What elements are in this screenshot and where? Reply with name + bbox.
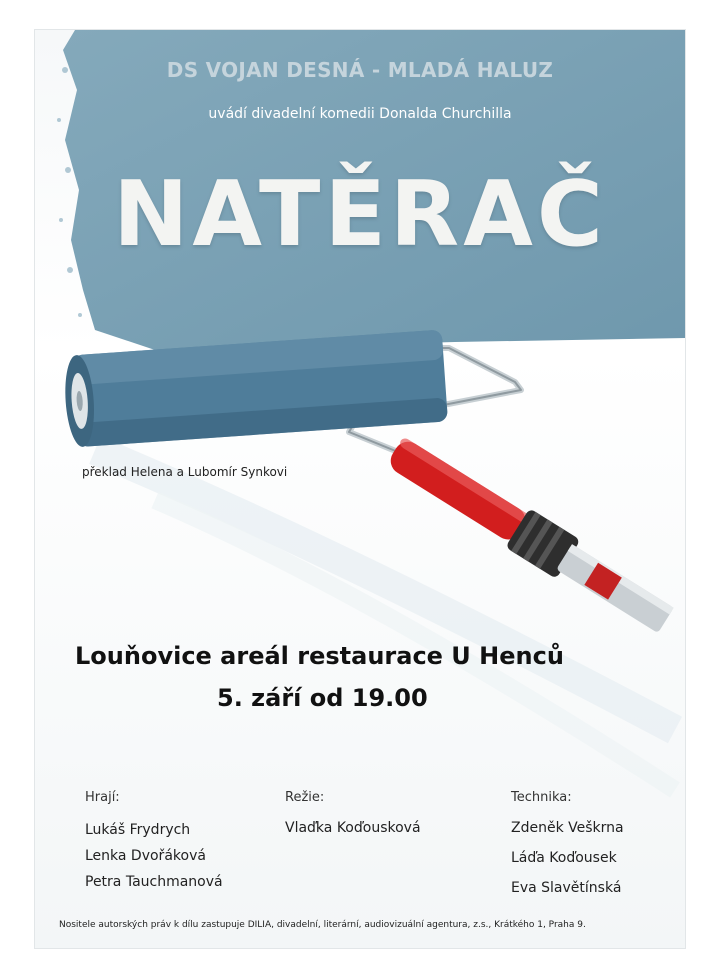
company-name: DS VOJAN DESNÁ - MLADÁ HALUZ — [166, 58, 554, 82]
technician-name: Zdeněk Veškrna — [511, 820, 624, 836]
direction-heading: Režie: — [285, 790, 325, 805]
director-name: Vlaďka Koďousková — [285, 820, 421, 836]
technician-name: Láďa Koďousek — [511, 850, 617, 866]
translation-credit: překlad Helena a Lubomír Synkovi — [82, 465, 288, 479]
technician-name: Eva Slavětínská — [511, 880, 622, 896]
cast-name: Petra Tauchmanová — [85, 874, 223, 890]
venue-line: Louňovice areál restaurace U Henců — [75, 642, 564, 670]
date-time: 5. září od 19.00 — [217, 684, 428, 712]
play-title: NATĚRAČ — [113, 162, 607, 267]
cast-heading: Hrají: — [85, 790, 120, 805]
presents-line: uvádí divadelní komedii Donalda Churchilla — [208, 106, 512, 122]
copyright-notice: Nositele autorských práv k dílu zastupuje DILIA, divadelní, literární, audiovizuální agentura, z.s., Krátkého 1, Praha 9. — [59, 920, 586, 930]
cast-name: Lenka Dvořáková — [85, 848, 206, 864]
technical-heading: Technika: — [511, 790, 572, 805]
cast-name: Lukáš Frydrych — [85, 822, 191, 838]
poster — [35, 30, 685, 948]
